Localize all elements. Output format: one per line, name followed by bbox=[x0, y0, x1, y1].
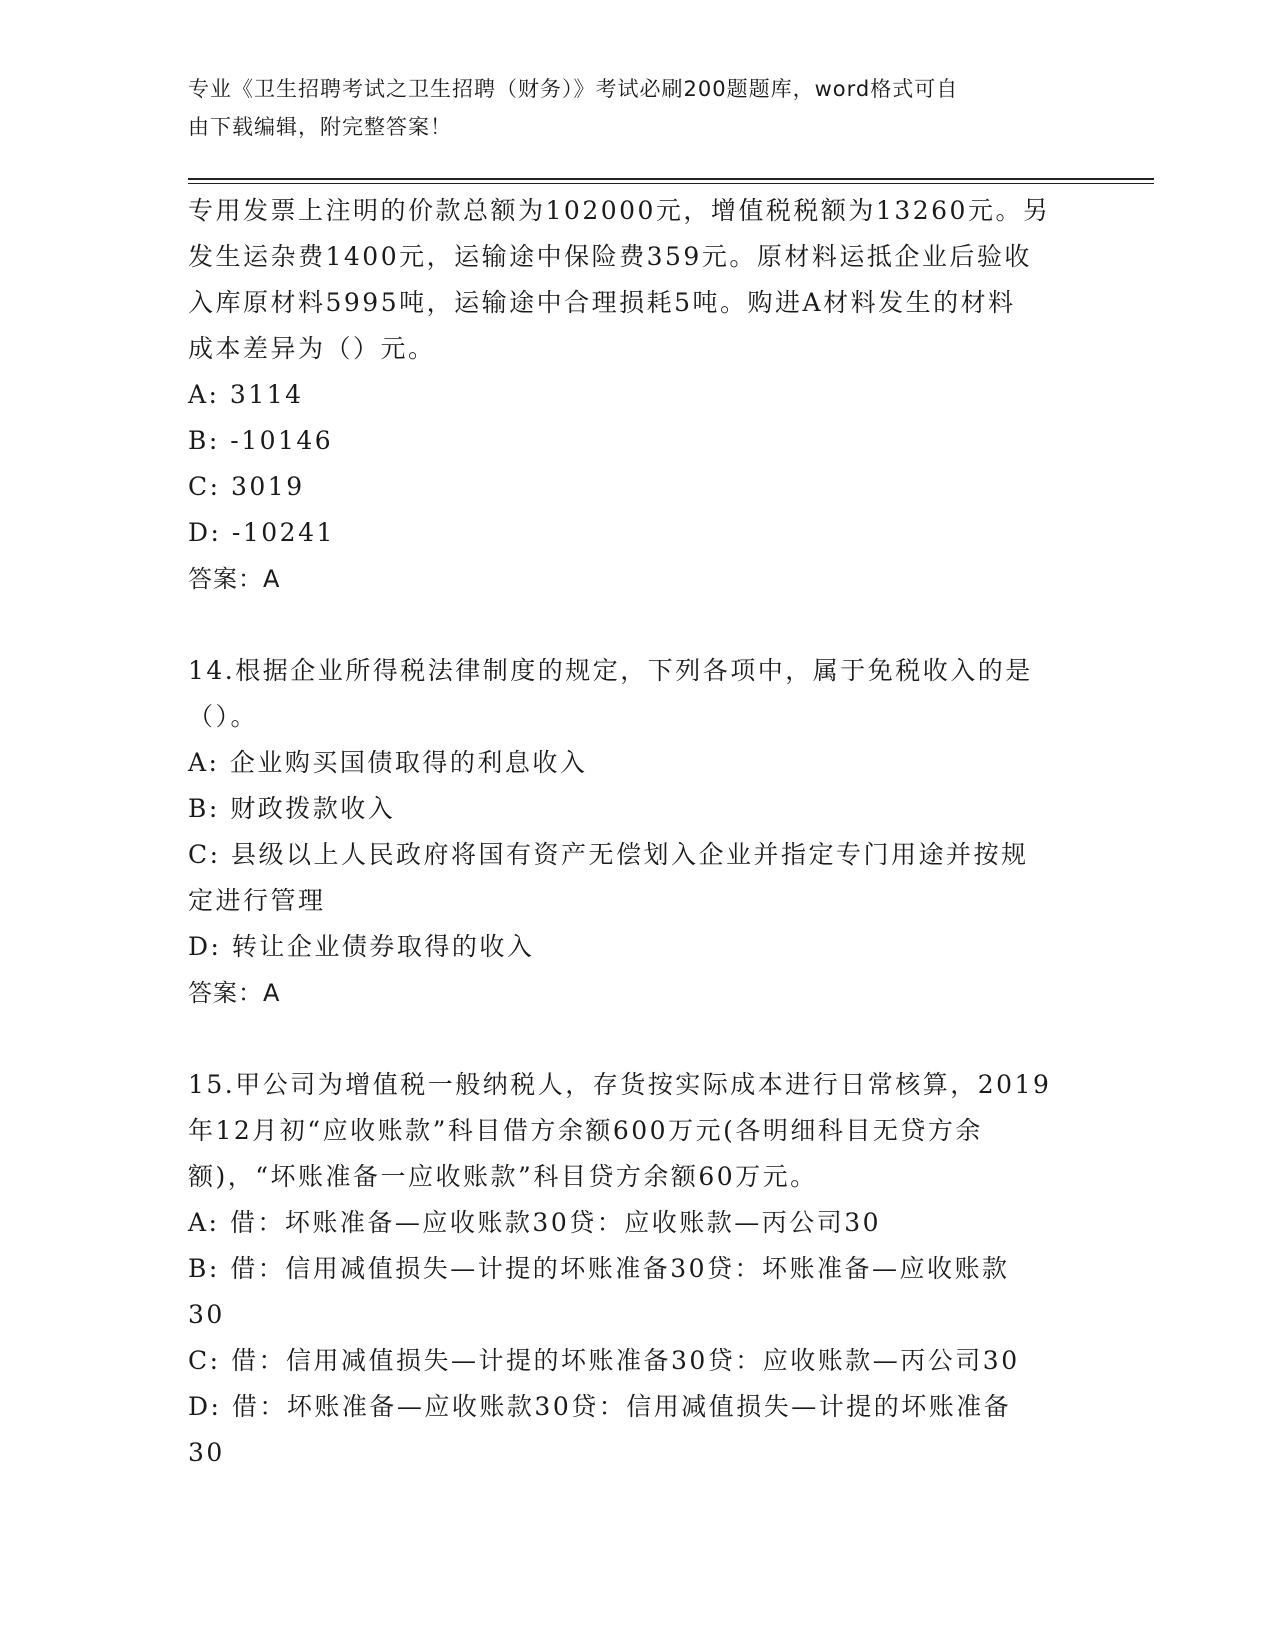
question-stem-line: 年12月初“应收账款”科目借方余额600万元(各明细科目无贷方余 bbox=[188, 1116, 983, 1145]
question-stem-line: 15.甲公司为增值税一般纳税人，存货按实际成本进行日常核算，2019 bbox=[188, 1070, 1052, 1099]
header-line-1: 专业《卫生招聘考试之卫生招聘（财务）》考试必刷200题题库，word格式可自 bbox=[188, 77, 959, 101]
question-stem-line: 专用发票上注明的价款总额为102000元，增值税税额为13260元。另 bbox=[188, 196, 1051, 225]
document-header bbox=[188, 70, 1088, 146]
option-c: C: 3019 bbox=[188, 472, 305, 501]
question-14 bbox=[188, 648, 1078, 1016]
option-b: B: 借：信用减值损失—计提的坏账准备30贷：坏账准备—应收账款 bbox=[188, 1254, 1010, 1283]
header-line-2: 由下载编辑，附完整答案！ bbox=[188, 115, 452, 139]
answer-line: 答案：A bbox=[188, 979, 281, 1007]
question-stem-line: 入库原材料5995吨，运输途中合理损耗5吨。购进A材料发生的材料 bbox=[188, 288, 1016, 317]
option-b: B: -10146 bbox=[188, 426, 334, 455]
header-divider bbox=[188, 178, 1154, 184]
question-stem-line: （）。 bbox=[188, 702, 259, 731]
document-body bbox=[188, 188, 1078, 1476]
question-15 bbox=[188, 1062, 1078, 1476]
option-b-continued: 30 bbox=[188, 1300, 225, 1329]
question-stem-line: 额)，“坏账准备一应收账款”科目贷方余额60万元。 bbox=[188, 1162, 818, 1191]
question-13 bbox=[188, 188, 1078, 602]
option-d: D: -10241 bbox=[188, 518, 335, 547]
spacer bbox=[188, 1016, 1078, 1062]
option-a: A: 企业购买国债取得的利息收入 bbox=[188, 748, 588, 777]
question-stem-line: 发生运杂费1400元，运输途中保险费359元。原材料运抵企业后验收 bbox=[188, 242, 1032, 271]
option-a: A: 借：坏账准备—应收账款30贷：应收账款—丙公司30 bbox=[188, 1208, 882, 1237]
option-d: D: 借：坏账准备—应收账款30贷：信用减值损失—计提的坏账准备 bbox=[188, 1392, 1012, 1421]
question-stem-line: 14.根据企业所得税法律制度的规定，下列各项中，属于免税收入的是 bbox=[188, 656, 1033, 685]
option-c: C: 县级以上人民政府将国有资产无偿划入企业并指定专门用途并按规 bbox=[188, 840, 1029, 869]
spacer bbox=[188, 602, 1078, 648]
option-b: B: 财政拨款收入 bbox=[188, 794, 396, 823]
answer-line: 答案：A bbox=[188, 565, 281, 593]
option-d: D: 转让企业债券取得的收入 bbox=[188, 932, 535, 961]
question-stem-line: 成本差异为（）元。 bbox=[188, 334, 436, 363]
option-a: A: 3114 bbox=[188, 380, 304, 409]
option-c: C: 借：信用减值损失—计提的坏账准备30贷：应收账款—丙公司30 bbox=[188, 1346, 1020, 1375]
option-c-continued: 定进行管理 bbox=[188, 886, 326, 915]
option-d-continued: 30 bbox=[188, 1438, 225, 1467]
